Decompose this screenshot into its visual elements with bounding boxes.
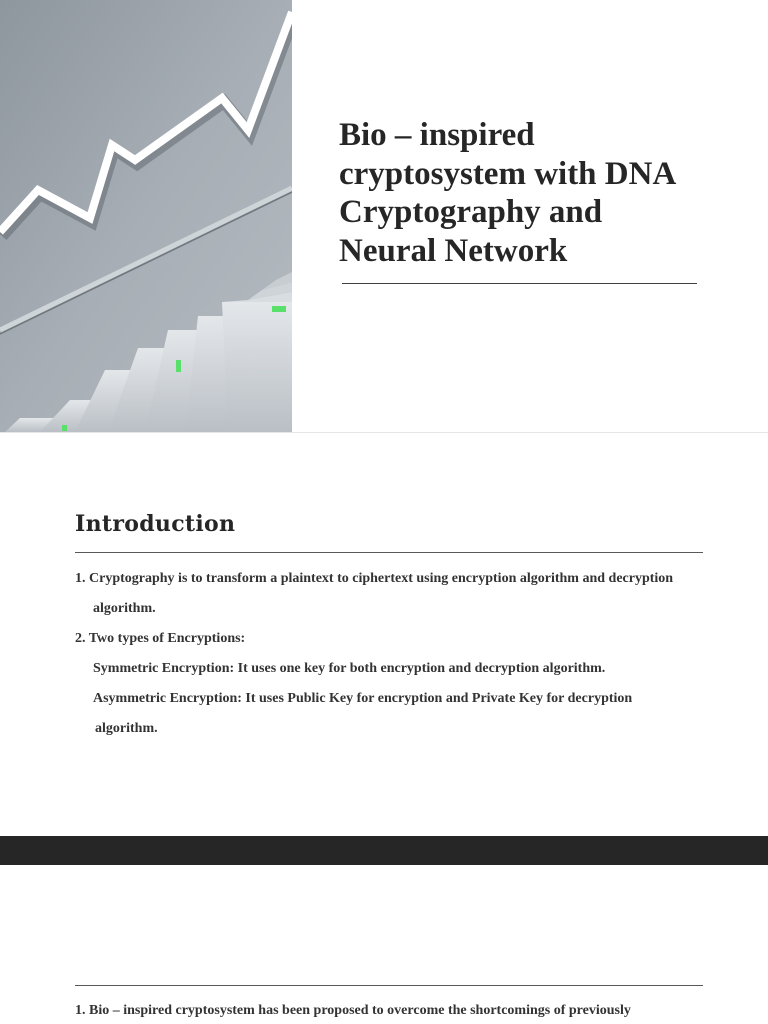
title-line: Bio – inspired: [339, 117, 535, 153]
title-divider: [342, 283, 697, 284]
body-text-line: algorithm.: [95, 721, 158, 736]
introduction-slide: [0, 433, 768, 836]
staircase-arrow-image: [0, 0, 292, 432]
next-slide: [0, 865, 768, 1024]
heading-divider: [75, 552, 703, 553]
body-text-line: Symmetric Encryption: It uses one key for both encryption and decryption algorithm.: [93, 661, 606, 676]
title-line: cryptosystem with DNA: [339, 155, 677, 192]
slide-heading: Introduction: [75, 511, 236, 537]
body-text-line: 1. Bio – inspired cryptosystem has been proposed to overcome the shortcomings of previously: [75, 1003, 631, 1018]
body-text-line: Asymmetric Encryption: It uses Public Key for encryption and Private Key for decryption: [93, 691, 633, 706]
body-text-line: algorithm.: [93, 601, 156, 616]
presentation-title: [339, 116, 739, 270]
body-text-line: 2. Two types of Encryptions:: [75, 631, 246, 646]
slide-separator-band: [0, 836, 768, 865]
staircase-arrow-illustration: [0, 0, 292, 432]
body-text-line: 1. Cryptography is to transform a plaintext to ciphertext using encryption algorithm and decryption: [75, 571, 674, 586]
title-line: Cryptography and: [339, 194, 603, 230]
title-slide: [0, 0, 768, 432]
heading-divider: [75, 985, 703, 986]
title-line: Neural Network: [339, 232, 568, 269]
